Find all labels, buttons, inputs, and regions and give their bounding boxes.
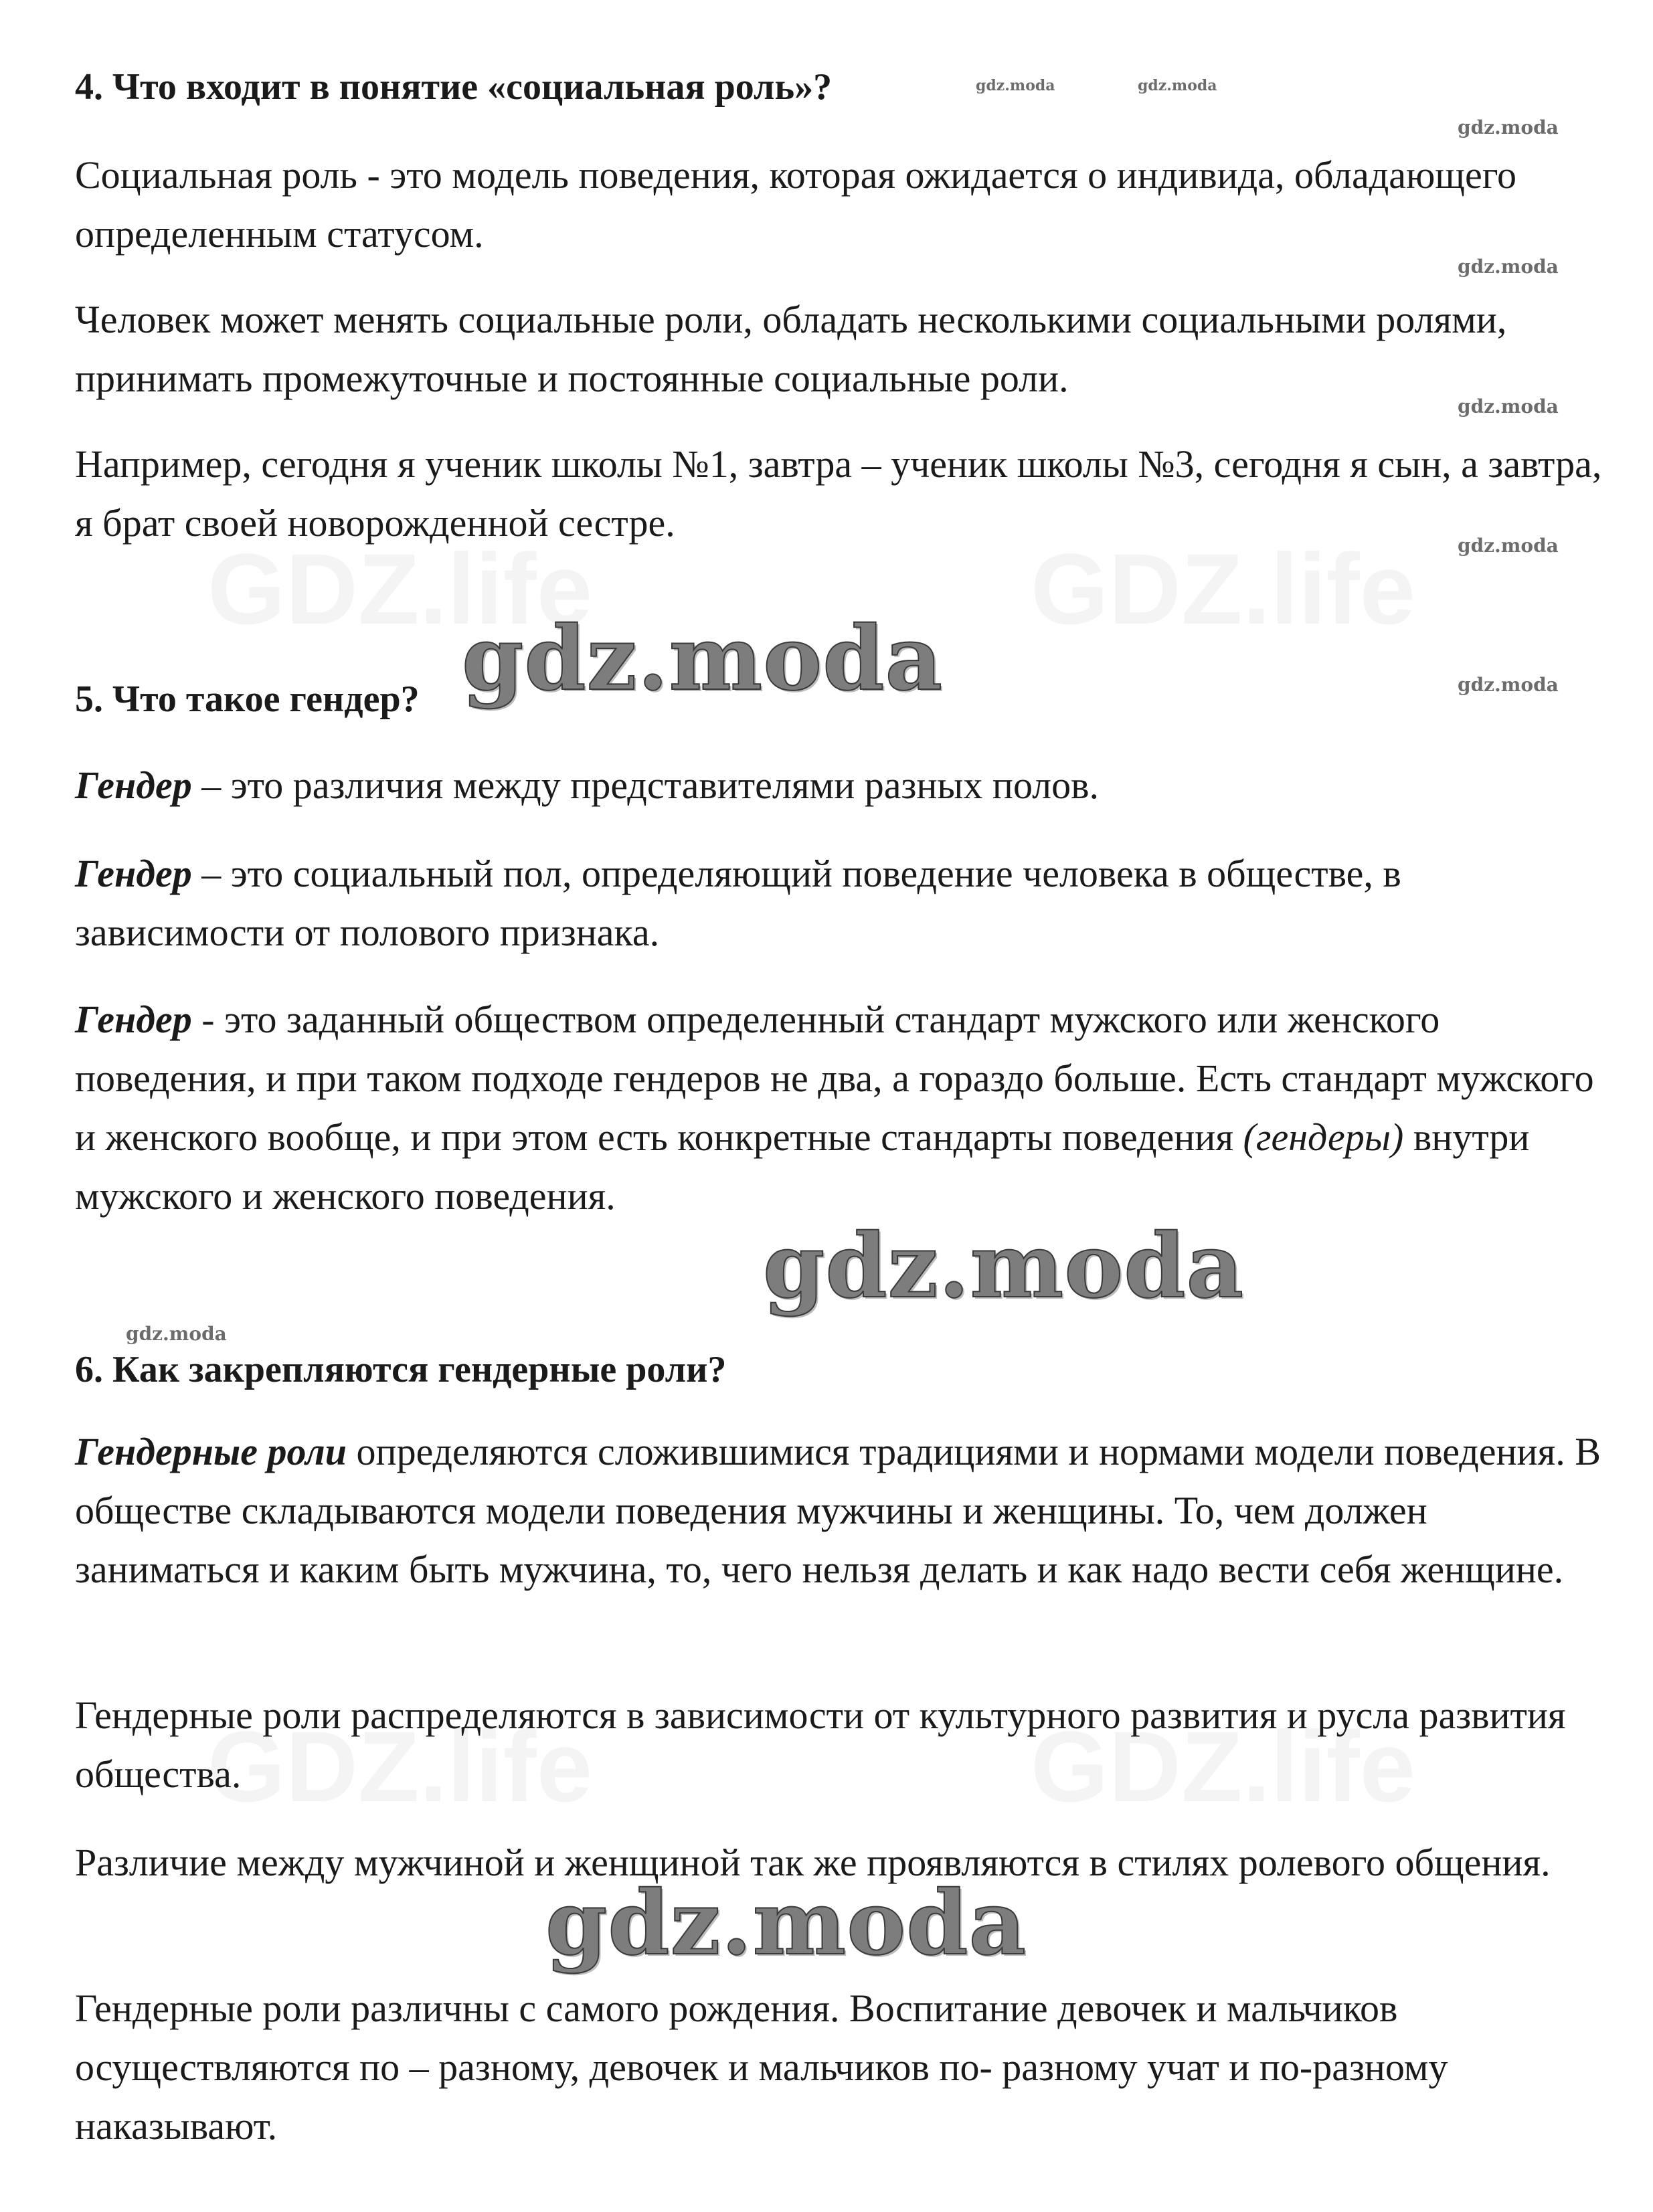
question-4-paragraph-3: Например, сегодня я ученик школы №1, завтра – ученик школы №3, сегодня я сын, а завтра, я брат своей новорожденной сестре. xyxy=(75,442,1602,545)
watermark-small: gdz.moda xyxy=(1138,77,1217,94)
watermark-large: gdz.moda xyxy=(545,1871,1027,1975)
watermark-small: gdz.moda xyxy=(1458,256,1559,278)
watermark-small: gdz.moda xyxy=(1458,116,1559,139)
question-6-paragraph-3: Различие между мужчиной и женщиной так же проявляются в стилях ролевого общения. xyxy=(75,1841,1551,1884)
definition-italic: (гендеры) xyxy=(1243,1115,1404,1159)
definition-text: внутри мужского и женского поведения. xyxy=(75,1115,1530,1218)
watermark-large: gdz.moda xyxy=(763,1214,1245,1318)
question-6-paragraph-1 xyxy=(75,1422,1607,1599)
watermark-faint: GDZ.life xyxy=(207,1710,593,1823)
watermark-faint: GDZ.life xyxy=(1031,1710,1416,1823)
question-6-paragraph-4: Гендерные роли различны с самого рождения. Воспитание девочек и мальчиков осуществляются по – разному, девочек и мальчиков по- разному учат и по-разному наказывают. xyxy=(75,1987,1448,2148)
question-6-paragraph-2: Гендерные роли распределяются в зависимости от культурного развития и русла развития общества. xyxy=(75,1693,1566,1796)
question-5-heading: 5. Что такое гендер? xyxy=(75,678,420,720)
question-4-heading: 4. Что входит в понятие «социальная роль»? xyxy=(75,66,833,108)
watermark-faint: GDZ.life xyxy=(1031,533,1416,645)
watermark-small: gdz.moda xyxy=(126,1323,227,1345)
watermark-small: gdz.moda xyxy=(1458,674,1559,696)
term-gender: Гендер xyxy=(75,852,192,895)
term-gender-roles: Гендерные роли xyxy=(75,1430,347,1473)
question-5-definition-1 xyxy=(75,756,1607,815)
question-6-heading: 6. Как закрепляются гендерные роли? xyxy=(75,1349,727,1390)
definition-text: – это различия между представителями разных полов. xyxy=(191,763,1100,807)
term-gender: Гендер xyxy=(75,998,192,1041)
watermark-large: gdz.moda xyxy=(462,607,944,711)
question-4-paragraph-1: Социальная роль - это модель поведения, которая ожидается о индивида, обладающего определенным статусом. xyxy=(75,153,1517,256)
watermark-small: gdz.moda xyxy=(976,77,1055,94)
question-5-definition-3 xyxy=(75,990,1607,1226)
term-gender: Гендер xyxy=(75,763,192,807)
definition-text: - это заданный обществом определенный стандарт мужского или женского поведения, и при таком подходе гендеров не два, а гораздо больше. Есть стандарт мужского и женского вообще, и при этом есть конкретные стандарты поведения xyxy=(75,998,1594,1159)
watermark-faint: GDZ.life xyxy=(207,533,593,645)
watermark-small: gdz.moda xyxy=(1458,395,1559,418)
paragraph-text: определяются сложившимися традициями и нормами модели поведения. В обществе складываются модели поведения мужчины и женщины. То, чем должен заниматься и каким быть мужчина, то, чего нельзя делать и как надо вести себя женщине. xyxy=(75,1430,1601,1591)
question-5-definition-2 xyxy=(75,844,1607,962)
definition-text: – это социальный пол, определяющий поведение человека в обществе, в зависимости от полового признака. xyxy=(75,852,1401,954)
question-4-paragraph-2: Человек может менять социальные роли, обладать несколькими социальными ролями, принимать промежуточные и постоянные социальные роли. xyxy=(75,298,1507,400)
watermark-small: gdz.moda xyxy=(1458,535,1559,557)
